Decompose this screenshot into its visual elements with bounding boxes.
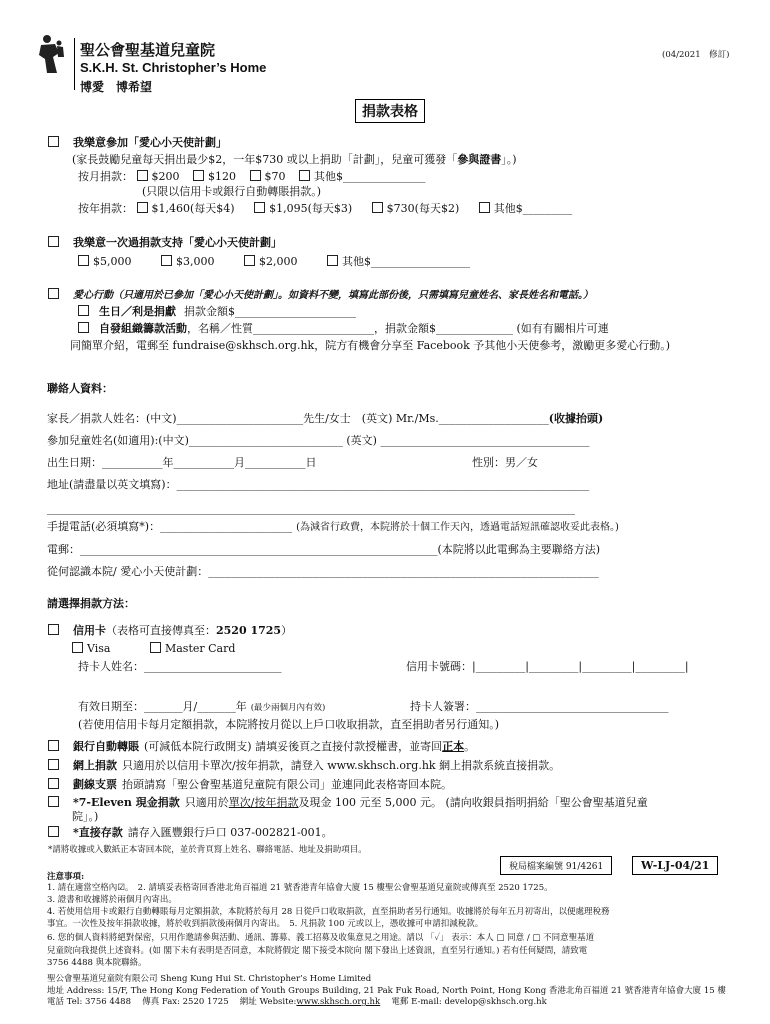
website-link[interactable]: www.skhsch.org.hk — [296, 997, 381, 1007]
oneoff-5000-checkbox[interactable] — [78, 255, 89, 266]
expiry-field[interactable]: 有效日期至：_______月/_______年 (最少兩個月內有效) — [78, 700, 326, 713]
fundraise-row: 自發組織籌款活動，名稱／性質______________________，捐款金額$______________ (如有有關相片可連 — [78, 322, 609, 336]
yearly-1460-checkbox[interactable] — [137, 202, 148, 213]
address-field[interactable]: 地址(請盡量以英文填寫)：___________________________________________________________________________ — [47, 478, 590, 491]
signature-field[interactable]: 持卡人簽署：___________________________________ — [410, 700, 669, 713]
note-line: 3756 4488 與本院聯絡。 — [47, 958, 147, 968]
seven-eleven-cont: 院」。) — [72, 810, 99, 823]
oneoff-options-row: $5,000 $3,000 $2,000 其他$__________________ — [78, 255, 470, 269]
deposit-option: *直接存款 請存入匯豐銀行戶口 037-002821-001。 — [48, 826, 333, 840]
seven-eleven-option: *7-Eleven 現金捐款 只適用於單次/按年捐款及現金 100 元至 5,000 元。 (請向收銀員指明捐給「聖公會聖基道兒童 — [48, 796, 648, 810]
yearly-1095-checkbox[interactable] — [254, 202, 265, 213]
note-line: 3. 證書和收據將於兩個月內寄出。 — [47, 895, 177, 905]
asterisk-note: *請將收據或入數紙正本寄回本院，並於背頁寫上姓名、聯絡電話、地址及捐助項目。 — [48, 845, 367, 855]
fundraise-cont: 同簡單介紹，電郵至 fundraise@skhsch.org.hk，院方有機會分享至 Facebook 予其他小天使參考，激勵更多愛心行動。) — [70, 339, 671, 352]
yearly-row: 按年捐款： $1,460(每天$4) $1,095(每天$3) $730(每天$2) 其他$_________ — [78, 202, 573, 215]
cheque-checkbox[interactable] — [48, 778, 59, 789]
dob-field[interactable]: 出生日期：___________年___________月___________日 — [47, 456, 317, 469]
fundraise-checkbox[interactable] — [78, 322, 89, 333]
gender-field[interactable]: 性別：男／女 — [472, 456, 538, 469]
note-line: 兒童院向我提供上述資料。(如 閣下未有表明是否同意，本院將假定 閣下接受本院向 閣下發出上述資訊，直至另行通知。) 若有任何疑問，請致電 — [47, 946, 588, 956]
note-line: 6. 您的個人資料將絕對保密，只用作邀請參與活動、通訊、籌募、義工招募及收集意見之用途。請以 「✓」 表示：本人 □ 同意 / □ 不同意聖基道 — [47, 933, 595, 943]
visa-checkbox[interactable] — [72, 642, 83, 653]
monthly-200-checkbox[interactable] — [137, 170, 148, 181]
footer-company: 聖公會聖基道兒童院有限公司 Sheng Kung Hui St. Christopher’s Home Limited — [47, 974, 372, 984]
note-line: 1. 請在適當空格內☑。 2. 請填妥表格寄回香港北角百福道 21 號香港青年協會大廈 15 樓聖公會聖基道兒童院或傳真至 2520 1725。 — [47, 883, 553, 893]
cheque-option: 劃線支票 抬頭請寫「聖公會聖基道兒童院有限公司」並連同此表格寄回本院。 — [48, 778, 452, 792]
monthly-70-checkbox[interactable] — [250, 170, 261, 181]
contact-heading: 聯絡人資料： — [47, 382, 113, 395]
logo-divider — [74, 38, 75, 90]
parent-name-field[interactable]: 家長／捐款人姓名：(中文)_______________________先生/女士 (英文) Mr./Ms.____________________(收據抬頭) — [47, 412, 604, 425]
mastercard-checkbox[interactable] — [150, 642, 161, 653]
seven-eleven-checkbox[interactable] — [48, 796, 59, 807]
notes-heading: 注意事項: — [47, 872, 85, 882]
birthday-checkbox[interactable] — [78, 305, 89, 316]
angel-note: (家長鼓勵兒童每天捐出最少$2，一年$730 或以上捐助「計劃」，兒童可獲發「參與證書」。) — [72, 153, 517, 166]
card-number-field[interactable]: 信用卡號碼：|_________|_________|_________|_________| — [406, 660, 689, 673]
online-checkbox[interactable] — [48, 759, 59, 770]
address-field-line2[interactable]: ________________________________________________________________________________________________ — [47, 502, 575, 515]
action-section-heading: 愛心行動（只適用於已參加「愛心小天使計劃」。如資料不變，填寫此部份後，只需填寫兒童姓名、家長姓名和電話。） — [48, 288, 593, 302]
org-name-en: S.K.H. St. Christopher’s Home — [80, 60, 267, 75]
child-name-field[interactable]: 參加兒童姓名(如適用):(中文)____________________________ (英文) ______________________________________ — [47, 434, 590, 447]
tax-file-number: 稅局檔案編號 91/4261 — [500, 856, 612, 875]
footer-address: 地址 Address: 15/F, The Hong Kong Federation of Youth Groups Building, 21 Pak Fuk Road, North Point, Hong Kong 香港北角百福道 21 號香港青年協會大廈 15 樓 — [47, 986, 726, 996]
credit-card-checkbox[interactable] — [48, 624, 59, 635]
oneoff-checkbox[interactable] — [48, 236, 59, 247]
card-type-row: Visa Master Card — [72, 642, 235, 656]
deposit-checkbox[interactable] — [48, 826, 59, 837]
cardholder-name-field[interactable]: 持卡人姓名：_________________________ — [78, 660, 282, 673]
footer-contact: 電話 Tel: 3756 4488 傳真 Fax: 2520 1725 網址 Website:www.skhsch.org.hk 電郵 E-mail: develop@skhsch.org.hk — [47, 997, 547, 1007]
action-checkbox[interactable] — [48, 288, 59, 299]
credit-note: (若使用信用卡每月定額捐款，本院將按月從以上戶口收取捐款，直至捐助者另行通知。) — [78, 718, 500, 731]
angel-section-heading: 我樂意參加「愛心小天使計劃」 — [48, 136, 227, 150]
source-field[interactable]: 從何認識本院/ 愛心小天使計劃：_______________________________________________________________________ — [47, 565, 599, 578]
email-field[interactable]: 電郵：_________________________________________________________________(本院將以此電郵為主要聯絡方法) — [47, 543, 601, 556]
mobile-field[interactable]: 手提電話(必須填寫*)：________________________ (為減省行政費，本院將於十個工作天內，透過電話短訊確認收妥此表格。) — [47, 520, 619, 533]
org-motto: 博愛 博希望 — [80, 80, 153, 94]
oneoff-other-checkbox[interactable] — [327, 255, 338, 266]
oneoff-2000-checkbox[interactable] — [244, 255, 255, 266]
yearly-other-checkbox[interactable] — [479, 202, 490, 213]
birthday-row: 生日／利是捐獻 捐款金額$______________________ — [78, 305, 356, 319]
angel-checkbox[interactable] — [48, 136, 59, 147]
oneoff-3000-checkbox[interactable] — [161, 255, 172, 266]
note-line: 事宜。一次性及按年捐款收據，將於收到捐款後兩個月內寄出。 5. 凡捐款 100 元或以上，憑收據可申請扣減稅款。 — [47, 919, 484, 929]
oneoff-section-heading: 我樂意一次過捐款支持「愛心小天使計劃」 — [48, 236, 282, 250]
org-name-cn: 聖公會聖基道兒童院 — [80, 41, 216, 59]
monthly-note: (只限以信用卡或銀行自動轉賬捐款。) — [142, 185, 322, 198]
note-line: 4. 若使用信用卡或銀行自動轉賬每月定額捐款，本院將於每月 28 日從戶口收取捐款，直至捐助者另行通知。收據將於每年五月初寄出，以便處理稅務 — [47, 907, 610, 917]
monthly-other-checkbox[interactable] — [299, 170, 310, 181]
autopay-checkbox[interactable] — [48, 740, 59, 751]
revision-note: (04/2021 修訂) — [662, 50, 730, 60]
form-title: 捐款表格 — [355, 99, 425, 123]
yearly-730-checkbox[interactable] — [372, 202, 383, 213]
payment-heading: 請選擇捐款方法： — [47, 597, 135, 610]
autopay-option: 銀行自動轉賬 (可減低本院行政開支) 請填妥後頁之直接付款授權書，並寄回正本。 — [48, 740, 475, 754]
monthly-row: 按月捐款： $200 $120 $70 其他$_______________ — [78, 170, 426, 183]
credit-card-option: 信用卡（表格可直接傳真至：2520 1725） — [48, 624, 292, 638]
form-code: W-LJ-04/21 — [632, 856, 718, 875]
footer-email: 電郵 E-mail: develop@skhsch.org.hk — [380, 997, 547, 1007]
online-option: 網上捐款 只適用於以信用卡單次/按年捐款，請登入 www.skhsch.org.hk 網上捐款系統直接捐款。 — [48, 759, 560, 773]
logo-icon — [37, 33, 67, 75]
monthly-120-checkbox[interactable] — [193, 170, 204, 181]
